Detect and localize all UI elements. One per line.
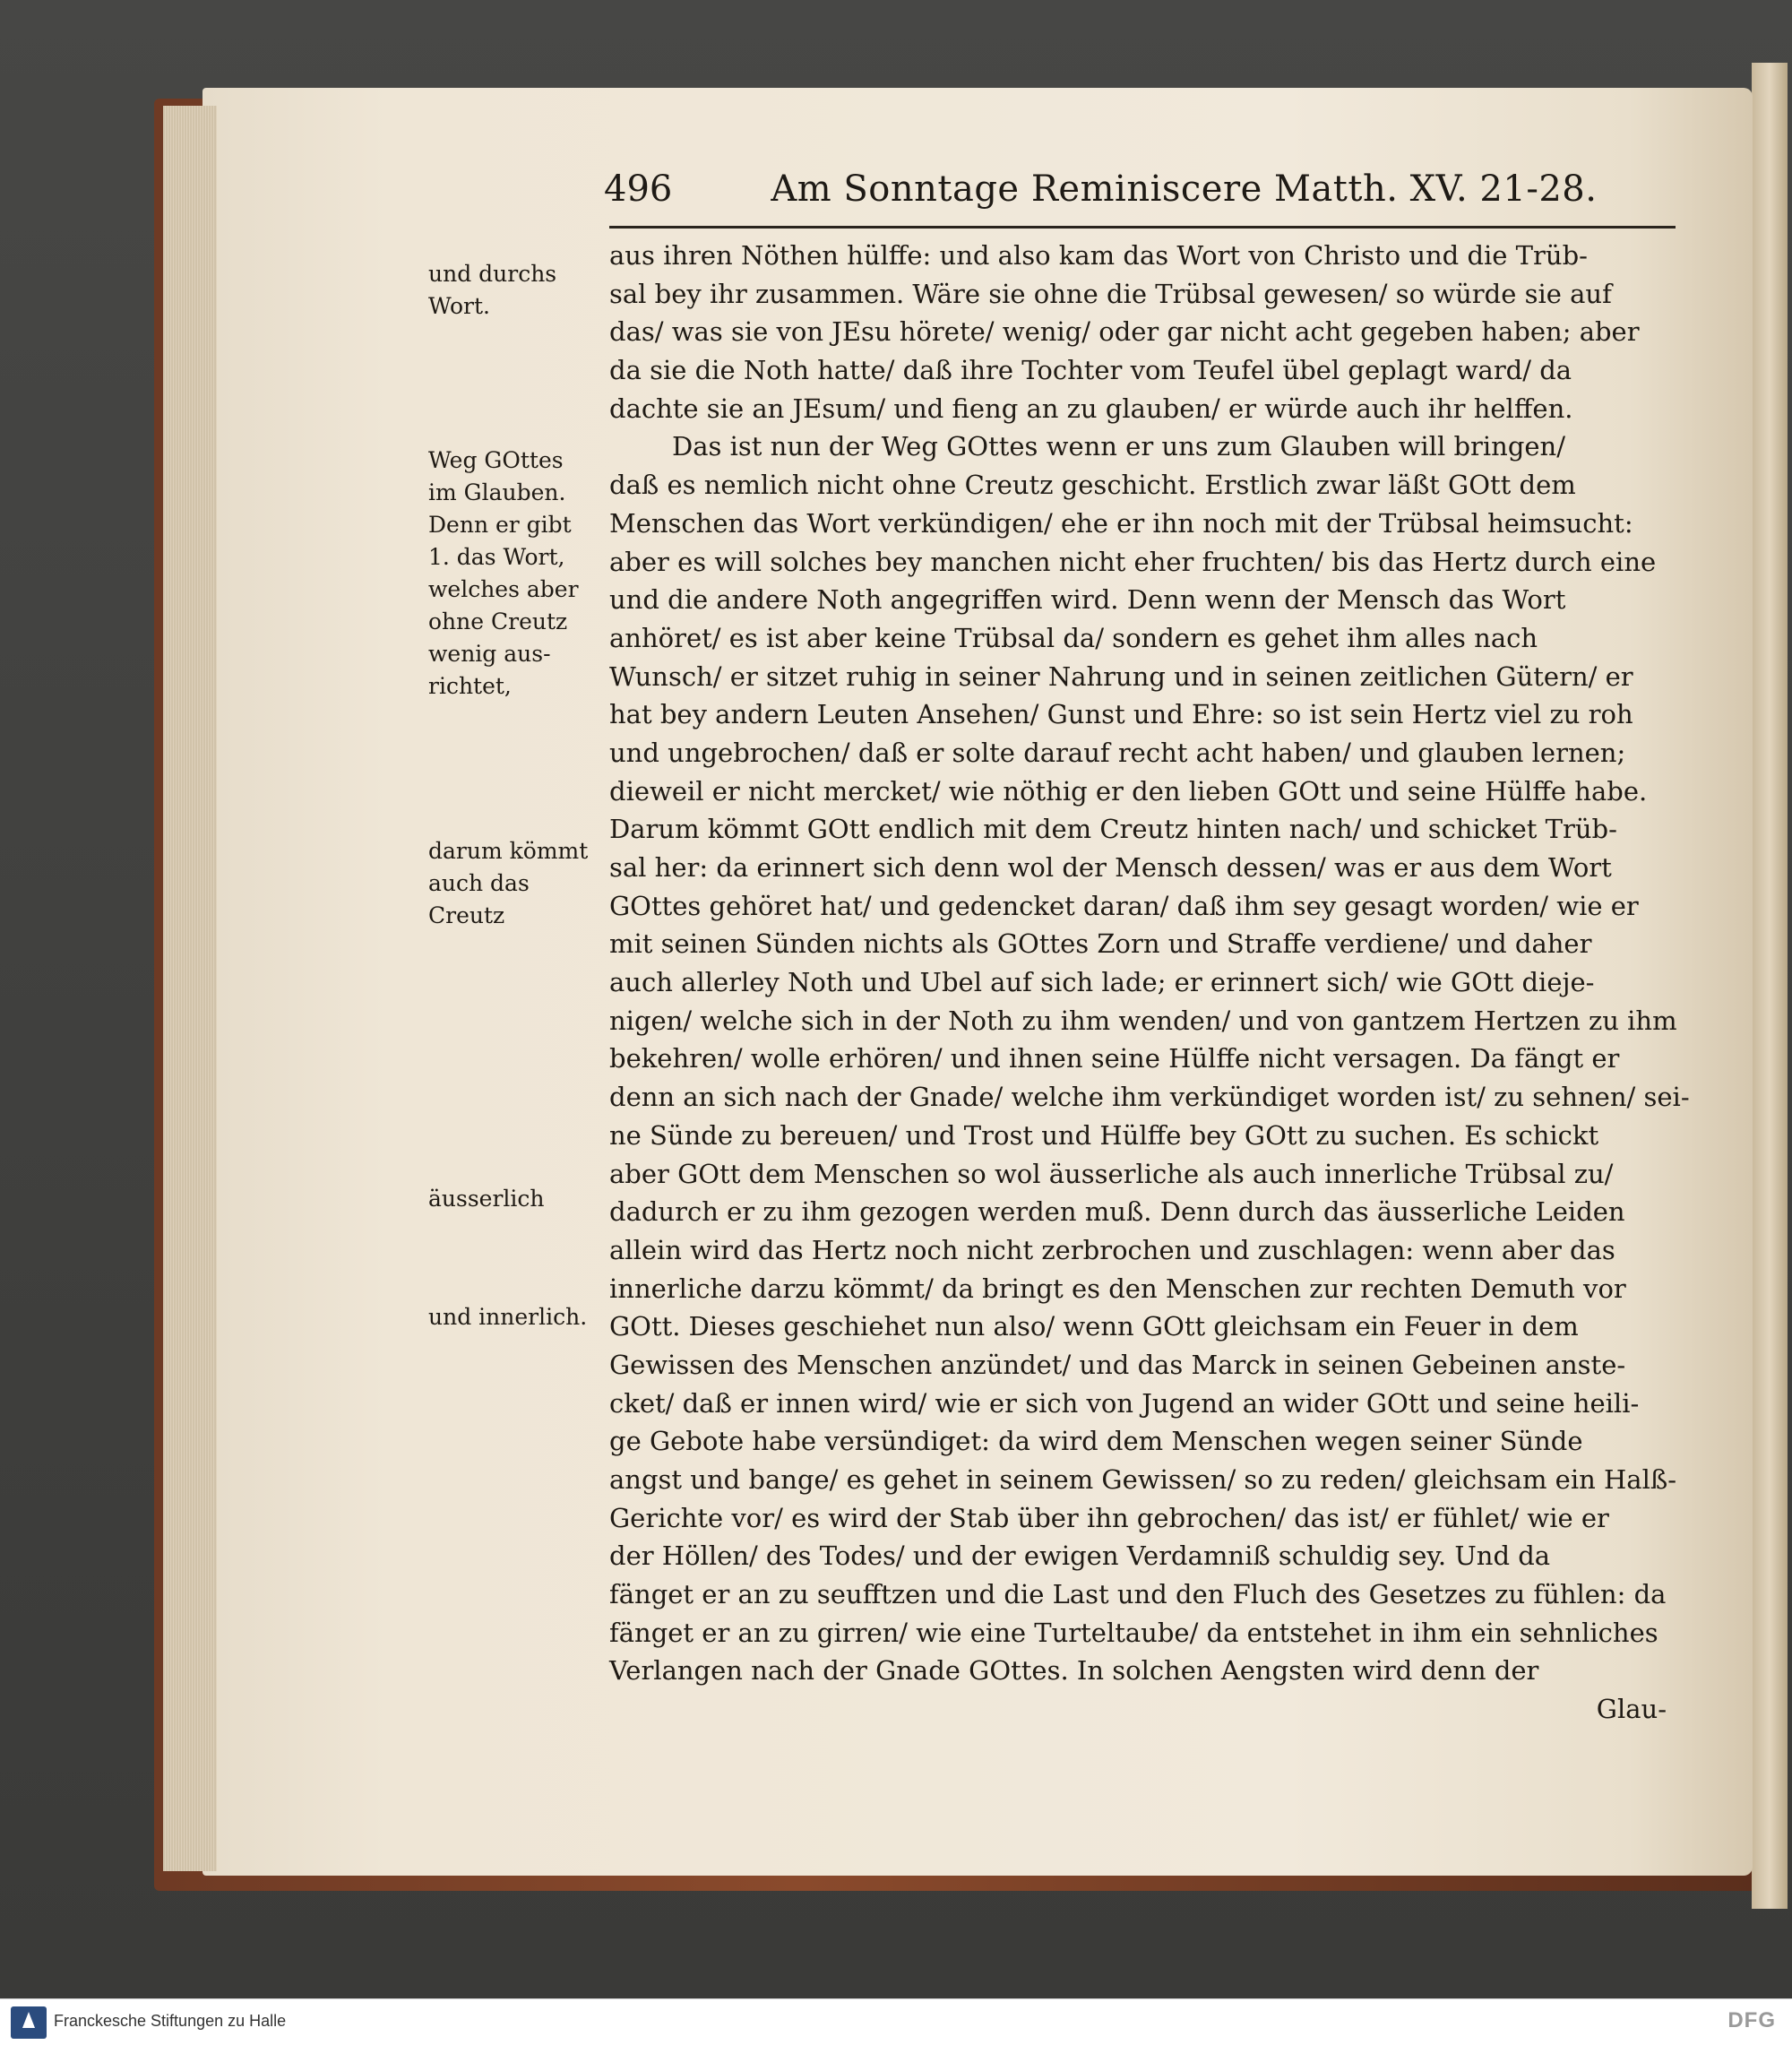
text-line: sal bey ihr zusammen. Wäre sie ohne die Trübsal gewesen/ so würde sie auf: [609, 278, 1612, 309]
page-number: 496: [604, 168, 673, 210]
catchword: Glau-: [1596, 1694, 1667, 1725]
text-line: nigen/ welche sich in der Noth zu ihm wenden/ und von gantzem Hertzen zu ihm: [609, 1005, 1677, 1036]
text-line: cket/ daß er innen wird/ wie er sich von Jugend an wider GOtt und seine heili-: [609, 1387, 1640, 1419]
margin-note-text: darum kömmt auch das Creutz: [428, 838, 589, 928]
text-line: aber GOtt dem Menschen so wol äusserliche als auch innerliche Trübsal zu/: [609, 1158, 1614, 1189]
text-line: denn an sich nach der Gnade/ welche ihm verkündiget worden ist/ zu sehnen/ sei-: [609, 1082, 1690, 1113]
margin-note-text: und innerlich.: [428, 1304, 588, 1330]
text-line: da sie die Noth hatte/ daß ihre Tochter vom Teufel übel geplagt ward/ da: [609, 355, 1572, 386]
text-line: dieweil er nicht mercket/ wie nöthig er den lieben GOtt und seine Hülffe habe.: [609, 775, 1648, 807]
text-line: bekehren/ wolle erhören/ und ihnen seine Hülffe nicht versagen. Da fängt er: [609, 1043, 1620, 1074]
text-line: Verlangen nach der Gnade GOttes. In solchen Aengsten wird denn der: [609, 1655, 1539, 1687]
text-line: mit seinen Sünden nichts als GOttes Zorn und Straffe verdiene/ und daher: [609, 928, 1592, 960]
text-line: aus ihren Nöthen hülffe: und also kam das Wort von Christo und die Trüb-: [609, 240, 1588, 271]
institution-logo-icon: [11, 2006, 47, 2039]
text-line: dachte sie an JEsum/ und fieng an zu glauben/ er würde auch ihr helffen.: [609, 393, 1573, 424]
viewer-footer: [0, 1998, 1792, 2045]
text-line: der Höllen/ des Todes/ und der ewigen Verdamniß schuldig sey. Und da: [609, 1540, 1551, 1572]
margin-note: [428, 258, 607, 323]
text-line: angst und bange/ es gehet in seinem Gewissen/ so zu reden/ gleichsam ein Halß-: [609, 1464, 1677, 1495]
text-line: GOtt. Dieses geschiehet nun also/ wenn GOtt gleichsam ein Feuer in dem: [609, 1311, 1579, 1342]
text-line: daß es nemlich nicht ohne Creutz geschicht. Erstlich zwar läßt GOtt dem: [609, 470, 1576, 501]
page-header: [604, 168, 1679, 219]
text-line: Gewissen des Menschen anzündet/ und das Marck in seinen Gebeinen anste-: [609, 1349, 1626, 1380]
text-line: GOttes gehöret hat/ und gedencket daran/ daß ihm sey gesagt worden/ wie er: [609, 890, 1639, 921]
text-line: dadurch er zu ihm gezogen werden muß. Denn durch das äusserliche Leiden: [609, 1196, 1625, 1228]
dfg-logo: DFG: [1727, 2008, 1776, 2032]
margin-note-text: Weg GOttes im Glauben. Denn er gibt 1. das Wort, welches aber ohne Creutz wenig aus- richtet,: [428, 447, 579, 699]
margin-note: [428, 444, 607, 703]
margin-note: [428, 1301, 607, 1333]
text-line: fänget er an zu seufftzen und die Last und den Fluch des Gesetzes zu fühlen: da: [609, 1579, 1667, 1610]
facing-page-edge: [1752, 63, 1788, 1909]
running-title: Am Sonntage Reminiscere Matth. XV. 21-28.: [771, 168, 1598, 210]
text-line: sal her: da erinnert sich denn wol der Mensch dessen/ was er aus dem Wort: [609, 852, 1612, 883]
text-line: anhöret/ es ist aber keine Trübsal da/ sondern es gehet ihm alles nach: [609, 622, 1538, 653]
text-line: Darum kömmt GOtt endlich mit dem Creutz hinten nach/ und schicket Trüb-: [609, 814, 1617, 845]
text-line: und ungebrochen/ daß er solte darauf recht acht haben/ und glauben lernen;: [609, 737, 1626, 768]
text-line: ge Gebote habe versündiget: da wird dem Menschen wegen seiner Sünde: [609, 1426, 1583, 1457]
body-text: [609, 237, 1690, 1729]
text-line: das/ was sie von JEsu hörete/ wenig/ oder gar nicht acht gegeben haben; aber: [609, 316, 1640, 348]
text-line: ne Sünde zu bereuen/ und Trost und Hülffe bey GOtt zu suchen. Es schickt: [609, 1119, 1599, 1151]
text-line: Wunsch/ er sitzet ruhig in seiner Nahrung und in seinen zeitlichen Gütern/ er: [609, 660, 1633, 692]
page-edges: [163, 106, 217, 1871]
text-line: und die andere Noth angegriffen wird. Denn wenn der Mensch das Wort: [609, 584, 1566, 616]
text-line: hat bey andern Leuten Ansehen/ Gunst und Ehre: so ist sein Hertz viel zu roh: [609, 699, 1633, 730]
text-line: innerliche darzu kömmt/ da bringt es den Menschen zur rechten Demuth vor: [609, 1273, 1626, 1304]
text-line: fänget er an zu girren/ wie eine Turteltaube/ da entstehet in ihm ein sehnliches: [609, 1617, 1658, 1648]
text-line: Menschen das Wort verkündigen/ ehe er ihn noch mit der Trübsal heimsucht:: [609, 507, 1633, 539]
margin-note-text: und durchs Wort.: [428, 261, 557, 319]
margin-note-text: äusserlich: [428, 1186, 545, 1212]
text-line: auch allerley Noth und Ubel auf sich lade; er erinnert sich/ wie GOtt dieje-: [609, 967, 1595, 998]
text-line: allein wird das Hertz noch nicht zerbrochen und zuschlagen: wenn aber das: [609, 1234, 1615, 1265]
text-line: Das ist nun der Weg GOttes wenn er uns zum Glauben will bringen/: [672, 431, 1566, 462]
text-line: Gerichte vor/ es wird der Stab über ihn gebrochen/ das ist/ er fühlet/ wie er: [609, 1502, 1609, 1533]
margin-note: [428, 1183, 607, 1215]
institution-name[interactable]: Franckesche Stiftungen zu Halle: [54, 2012, 287, 2030]
text-line: aber es will solches bey manchen nicht eher fruchten/ bis das Hertz durch eine: [609, 546, 1657, 577]
margin-note: [428, 835, 607, 932]
header-rule: [609, 226, 1676, 229]
